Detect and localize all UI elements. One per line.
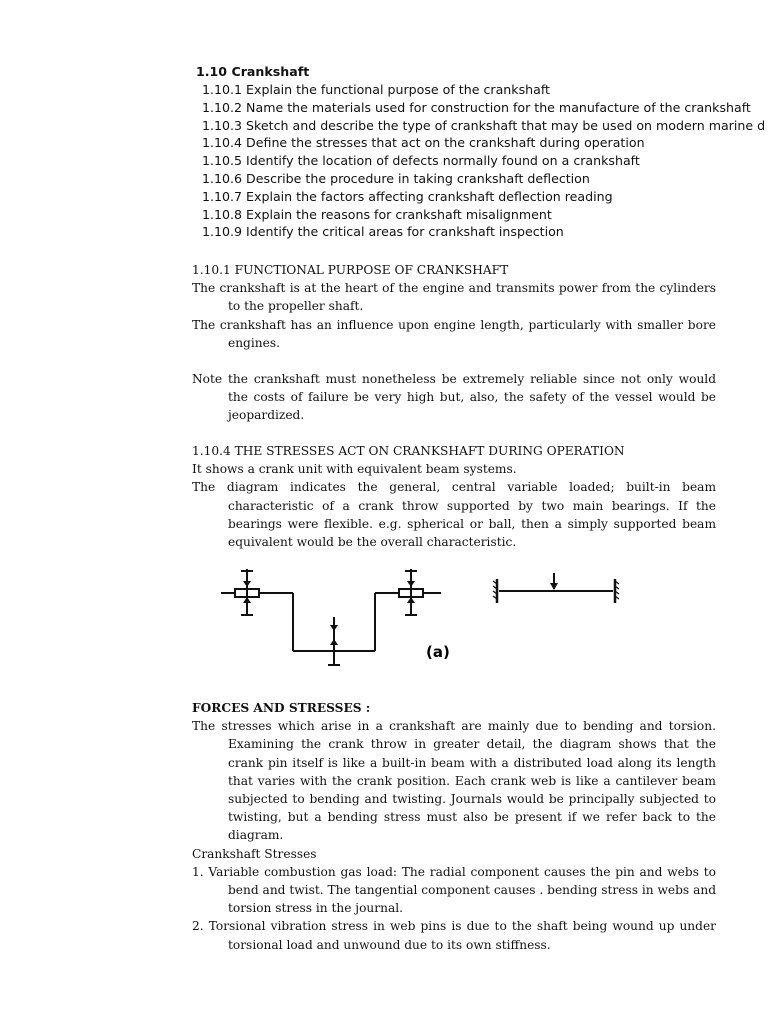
- outline-item: 1.10.3 Sketch and describe the type of crankshaft that may be used on modern marine d: [202, 117, 766, 133]
- paragraph: The diagram indicates the general, central variable loaded; built-in beam characteristic of a crank throw supported by two main bearings. If the bearings were flexible. e.g. spherical or ball, then a simply supported beam equivalent would be the overall characteristic.: [192, 480, 716, 550]
- section-note: [192, 370, 716, 425]
- paragraph: It shows a crank unit with equivalent beam systems.: [192, 462, 517, 477]
- outline-item: 1.10.2 Name the materials used for construction for the manufacture of the crankshaft: [202, 99, 751, 115]
- outline-heading: 1.10 Crankshaft: [196, 64, 310, 79]
- note-paragraph: Note the crankshaft must nonetheless be extremely reliable since not only would the costs of failure be very high but, also, the safety of the vessel would be jeopardized.: [192, 372, 716, 423]
- outline-item: 1.10.9 Identify the critical areas for crankshaft inspection: [202, 224, 564, 240]
- section-title: 1.10.4 THE STRESSES ACT ON CRANKSHAFT DURING OPERATION: [192, 444, 625, 458]
- outline-item: 1.10.5 Identify the location of defects normally found on a crankshaft: [202, 153, 640, 169]
- subheading: Crankshaft Stresses: [192, 846, 317, 861]
- list-item: 1. Variable combustion gas load: The radial component causes the pin and webs to bend and twist. The tangential component causes . bending stress in webs and torsion stress in the journal.: [192, 864, 716, 916]
- section-title: FORCES AND STRESSES :: [192, 701, 371, 715]
- diagram-label: (a): [426, 643, 450, 661]
- outline-list: [196, 63, 768, 241]
- outline-item: 1.10.8 Explain the reasons for crankshaft misalignment: [202, 206, 552, 222]
- outline-item: 1.10.6 Describe the procedure in taking crankshaft deflection: [202, 170, 590, 186]
- paragraph: The crankshaft has an influence upon engine length, particularly with smaller bore engines.: [192, 317, 716, 350]
- section-functional-purpose: [192, 261, 716, 352]
- outline-item: 1.10.4 Define the stresses that act on the crankshaft during operation: [202, 135, 645, 151]
- section-title: 1.10.1 FUNCTIONAL PURPOSE OF CRANKSHAFT: [192, 263, 509, 277]
- paragraph: The crankshaft is at the heart of the engine and transmits power from the cylinders to the propeller shaft.: [192, 281, 716, 314]
- section-forces-stresses: [192, 699, 716, 954]
- outline-item: 1.10.1 Explain the functional purpose of the crankshaft: [202, 82, 550, 97]
- paragraph: The stresses which arise in a crankshaft are mainly due to bending and torsion. Examining the crank throw in greater detail, the diagram shows that the crank pin itself is like a built-in beam with a distributed load along its length that varies with the crank position. Each crank web is like a cantilever beam subjected to bending and twisting. Journals would be principally subjected to twisting, but a bending stress must also be present if we refer back to the diagram.: [192, 719, 716, 843]
- list-item: 2. Torsional vibration stress in web pins is due to the shaft being wound up under torsional load and unwound due to its own stiffness.: [192, 919, 716, 952]
- crank-diagram-svg: [215, 565, 635, 675]
- crank-beam-diagram: [215, 565, 635, 675]
- section-stresses: [192, 442, 716, 551]
- outline-item: 1.10.7 Explain the factors affecting crankshaft deflection reading: [202, 188, 613, 204]
